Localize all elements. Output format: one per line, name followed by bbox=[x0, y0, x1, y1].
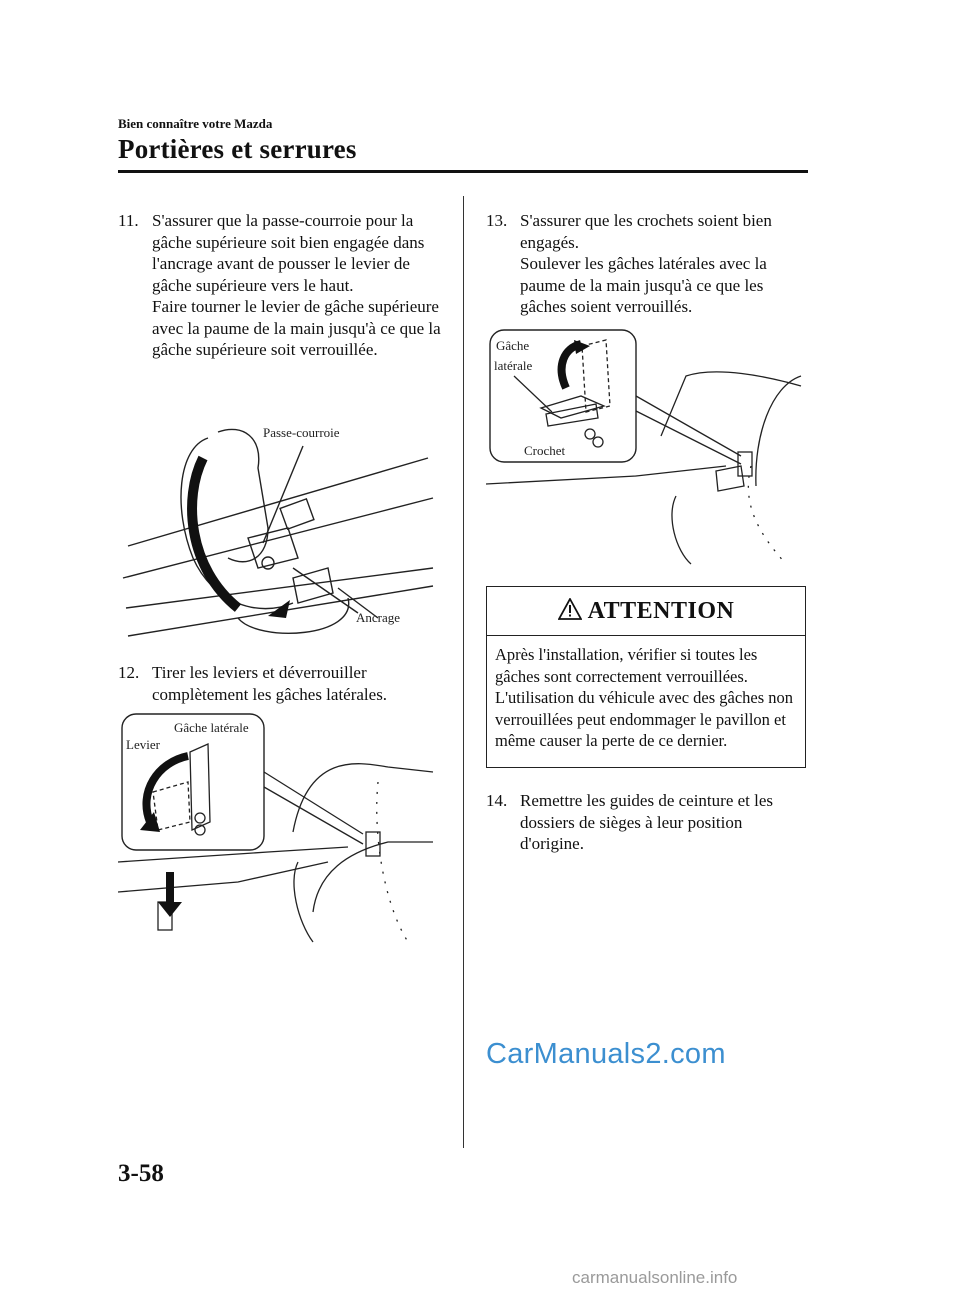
watermark-carmanuals2[interactable]: CarManuals2.com bbox=[486, 1038, 726, 1070]
page-title: Portières et serrures bbox=[118, 134, 357, 164]
header-rule bbox=[118, 170, 808, 173]
label-levier: Levier bbox=[126, 737, 160, 752]
step-number: 14. bbox=[486, 791, 508, 810]
section-title: Bien connaître votre Mazda bbox=[118, 116, 273, 131]
figure-side-latch-hook bbox=[486, 326, 806, 566]
step-12 bbox=[118, 662, 448, 705]
step-number: 11. bbox=[118, 211, 139, 230]
step-text-continued: Faire tourner le levier de gâche supérieure avec la paume de la main jusqu'à ce que la gâche supérieure soit verrouillée. bbox=[152, 297, 441, 359]
step-text: S'assurer que les crochets soient bien engagés. bbox=[520, 211, 772, 252]
label-ancrage: Ancrage bbox=[356, 610, 401, 625]
step-number: 12. bbox=[118, 663, 140, 682]
label-laterale: latérale bbox=[494, 358, 533, 373]
figure-upper-latch bbox=[118, 418, 438, 640]
attention-header bbox=[487, 587, 805, 636]
label-crochet: Crochet bbox=[524, 443, 566, 458]
step-number: 13. bbox=[486, 211, 508, 230]
label-gache: Gâche bbox=[496, 338, 530, 353]
step-13 bbox=[486, 210, 808, 318]
figure-side-latch-release bbox=[118, 712, 438, 952]
step-text: Tirer les leviers et déverrouiller complètement les gâches latérales. bbox=[152, 663, 388, 704]
side-latch-hook-illustration bbox=[486, 326, 806, 566]
attention-heading: ATTENTION bbox=[587, 598, 735, 624]
step-text: S'assurer que la passe-courroie pour la gâche supérieure soit bien engagée dans l'ancrage avant de pousser le levier de gâche supérieure vers le haut. bbox=[152, 211, 425, 295]
step-text-continued: Soulever les gâches latérales avec la paume de la main jusqu'à ce que les gâches soient verrouillés. bbox=[520, 254, 767, 316]
attention-box bbox=[486, 586, 806, 768]
warning-triangle-icon bbox=[558, 589, 582, 637]
upper-latch-illustration bbox=[118, 418, 438, 640]
side-latch-release-illustration bbox=[118, 712, 438, 952]
attention-text: Après l'installation, vérifier si toutes les gâches sont correctement verrouillées. L'utilisation du véhicule avec des gâches non verrouillées peut endommager le pavillon et même causer la perte de ce dernier. bbox=[495, 645, 794, 750]
label-gache-laterale: Gâche latérale bbox=[174, 720, 249, 735]
watermark-carmanualsonline[interactable]: carmanualsonline.info bbox=[572, 1268, 738, 1287]
label-passe-courroie: Passe-courroie bbox=[263, 425, 340, 440]
step-14 bbox=[486, 790, 808, 855]
column-divider bbox=[463, 196, 464, 1148]
page-number: 3-58 bbox=[118, 1160, 164, 1187]
step-11 bbox=[118, 210, 448, 361]
step-text: Remettre les guides de ceinture et les dossiers de sièges à leur position d'origine. bbox=[520, 791, 774, 853]
